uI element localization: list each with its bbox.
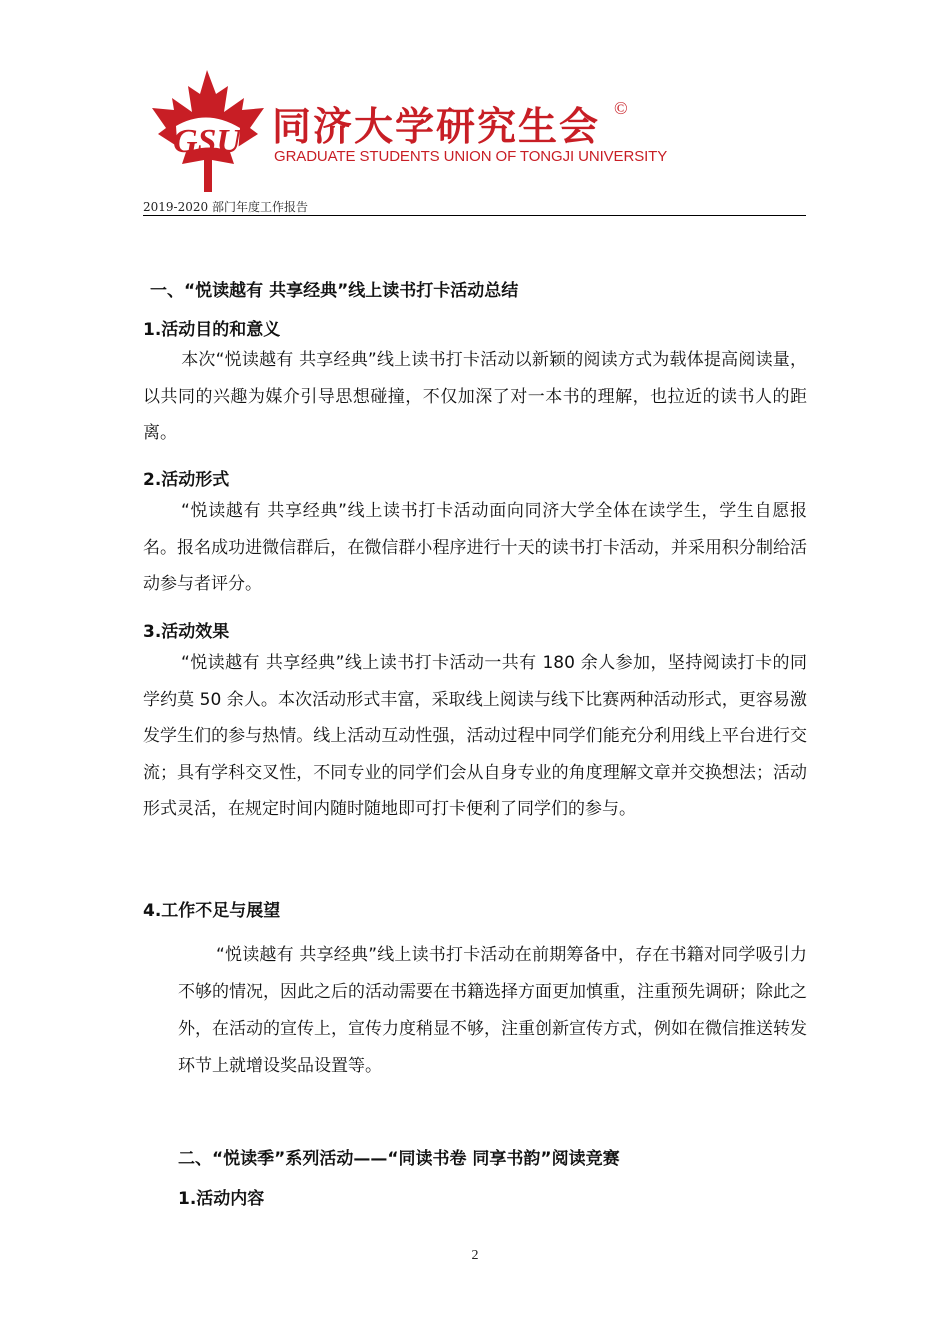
paragraph-text: 本次“悦读越有 共享经典”线上读书打卡活动以新颖的阅读方式为载体提高阅读量，以共同的兴趣为媒介引导思想碰撞，不仅加深了对一本书的理解，也拉近的读书人的距离。 bbox=[143, 350, 807, 443]
section1-paragraph-2 bbox=[143, 493, 807, 603]
section1-heading-2: 2.活动形式 bbox=[143, 470, 230, 490]
paragraph-text: “悦读越有 共享经典”线上读书打卡活动面向同济大学全体在读学生，学生自愿报名。报名成功进微信群后，在微信群小程序进行十天的读书打卡活动，并采用积分制给活动参与者评分。 bbox=[143, 501, 807, 594]
page-number: 2 bbox=[471, 1248, 479, 1263]
section1-heading-1: 1.活动目的和意义 bbox=[143, 320, 281, 340]
paragraph-text: “悦读越有 共享经典”线上读书打卡活动一共有 180 余人参加，坚持阅读打卡的同学约莫 50 余人。本次活动形式丰富，采取线上阅读与线下比赛两种活动形式，更容易激发学生们的参与热情。线上活动互动性强，活动过程中同学们能充分利用线上平台进行交流；具有学科交叉性，不同专业的同学们会从自身专业的角度理解文章并交换想法；活动形式灵活，在规定时间内随时随地即可打卡便利了同学们的参与。 bbox=[143, 653, 807, 819]
report-label: 2019-2020 部门年度工作报告 bbox=[143, 200, 308, 214]
copyright-mark: © bbox=[614, 98, 628, 118]
paragraph-text: “悦读越有 共享经典”线上读书打卡活动在前期筹备中，存在书籍对同学吸引力不够的情况，因此之后的活动需要在书籍选择方面更加慎重，注重预先调研；除此之外，在活动的宣传上，宣传力度稍显不够，注重创新宣传方式，例如在微信推送转发环节上就增设奖品设置等。 bbox=[178, 945, 807, 1076]
header-divider bbox=[143, 215, 806, 216]
section1-title: 一、“悦读越有 共享经典”线上读书打卡活动总结 bbox=[150, 281, 519, 301]
section1-paragraph-1 bbox=[143, 342, 807, 452]
section2-heading-1: 1.活动内容 bbox=[178, 1189, 265, 1209]
section2-title: 二、“悦读季”系列活动——“同读书卷 同享书韵”阅读竞赛 bbox=[178, 1149, 620, 1169]
section1-heading-3: 3.活动效果 bbox=[143, 622, 230, 642]
section1-heading-4: 4.工作不足与展望 bbox=[143, 901, 281, 921]
logo-monogram: GSU bbox=[172, 123, 242, 160]
org-name-cn: 同济大学研究生会 bbox=[272, 104, 601, 150]
section1-paragraph-3 bbox=[143, 645, 807, 828]
section1-paragraph-4 bbox=[178, 937, 807, 1085]
maple-leaf-logo bbox=[146, 68, 268, 194]
org-name-en: GRADUATE STUDENTS UNION OF TONGJI UNIVERSITY bbox=[274, 148, 668, 165]
